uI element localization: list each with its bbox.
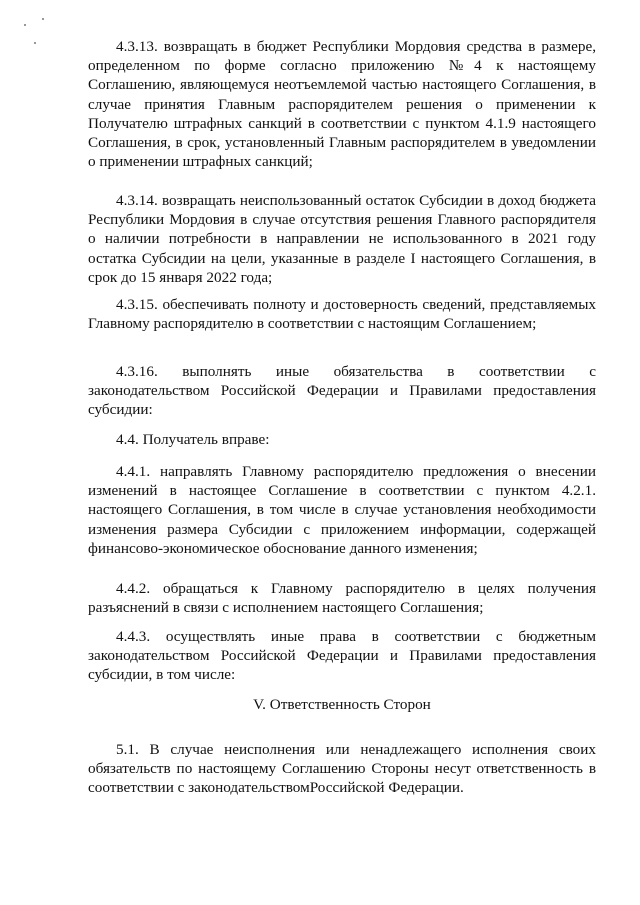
paragraph-text: 5.1. В случае неисполнения или ненадлежащего исполнения своих обязательств по настоящему Соглашению Стороны несут ответственность в соответствии с законодательствомРоссийской Федерации. [88, 741, 596, 797]
paragraph-text: 4.3.15. обеспечивать полноту и достоверность сведений, представляемых Главному распорядителю в соответствии с настоящим Соглашением; [88, 296, 596, 333]
paragraph-text: 4.3.13. возвращать в бюджет Республики Мордовия средства в размере, определенном по форме согласно приложению №4 к настоящему Соглашению, являющемуся неотъемлемой частью настоящего Соглашения, в случае принятия Главным распорядителем решения о применении к Получателю штрафных санкций в соответствии с пунктом 4.1.9 настоящего Соглашения, в срок, установленный Главным распорядителем в уведомлении о применении штрафных санкций; [88, 38, 596, 171]
paragraph-text: 4.3.14. возвращать неиспользованный остаток Субсидии в доход бюджета Республики Мордовия в случае отсутствия решения Главного распорядителя о наличии потребности в направлении не использованного в 2021 году остатка Субсидии на цели, указанные в разделе I настоящего Соглашения, в срок до 15 января 2022 года; [88, 192, 596, 286]
paragraph-4-4-2 [88, 579, 596, 617]
paragraph-4-3-14 [88, 191, 596, 287]
paragraph-4-4-3 [88, 627, 596, 685]
paragraph-5-1 [88, 740, 596, 798]
paragraph-4-3-13 [88, 37, 596, 171]
scan-specks [22, 18, 62, 58]
paragraph-text: 4.3.16. выполнять иные обязательства в соответствии с законодательством Российской Федерации и Правилами предоставления субсидии: [88, 363, 596, 419]
paragraph-text: 4.4.1. направлять Главному распорядителю предложения о внесении изменений в настоящее Соглашение в соответствии с пунктом 4.2.1. настоящего Соглашения, в том числе в случае установления необходимости изменения размера Субсидии с приложением информации, содержащей финансово-экономическое обоснование данного изменения; [88, 463, 596, 557]
paragraph-4-3-16 [88, 362, 596, 420]
paragraph-4-4 [88, 430, 596, 449]
section-heading: V. Ответственность Сторон [253, 696, 431, 713]
paragraph-text: 4.4.2. обращаться к Главному распорядителю в целях получения разъяснений в связи с исполнением настоящего Соглашения; [88, 580, 596, 617]
paragraph-text: 4.4. Получатель вправе: [116, 431, 270, 448]
paragraph-text: 4.4.3. осуществлять иные права в соответствии с бюджетным законодательством Российской Федерации и Правилами предоставления субсидии, в том числе: [88, 628, 596, 684]
paragraph-4-3-15 [88, 295, 596, 333]
paragraph-4-4-1 [88, 462, 596, 558]
